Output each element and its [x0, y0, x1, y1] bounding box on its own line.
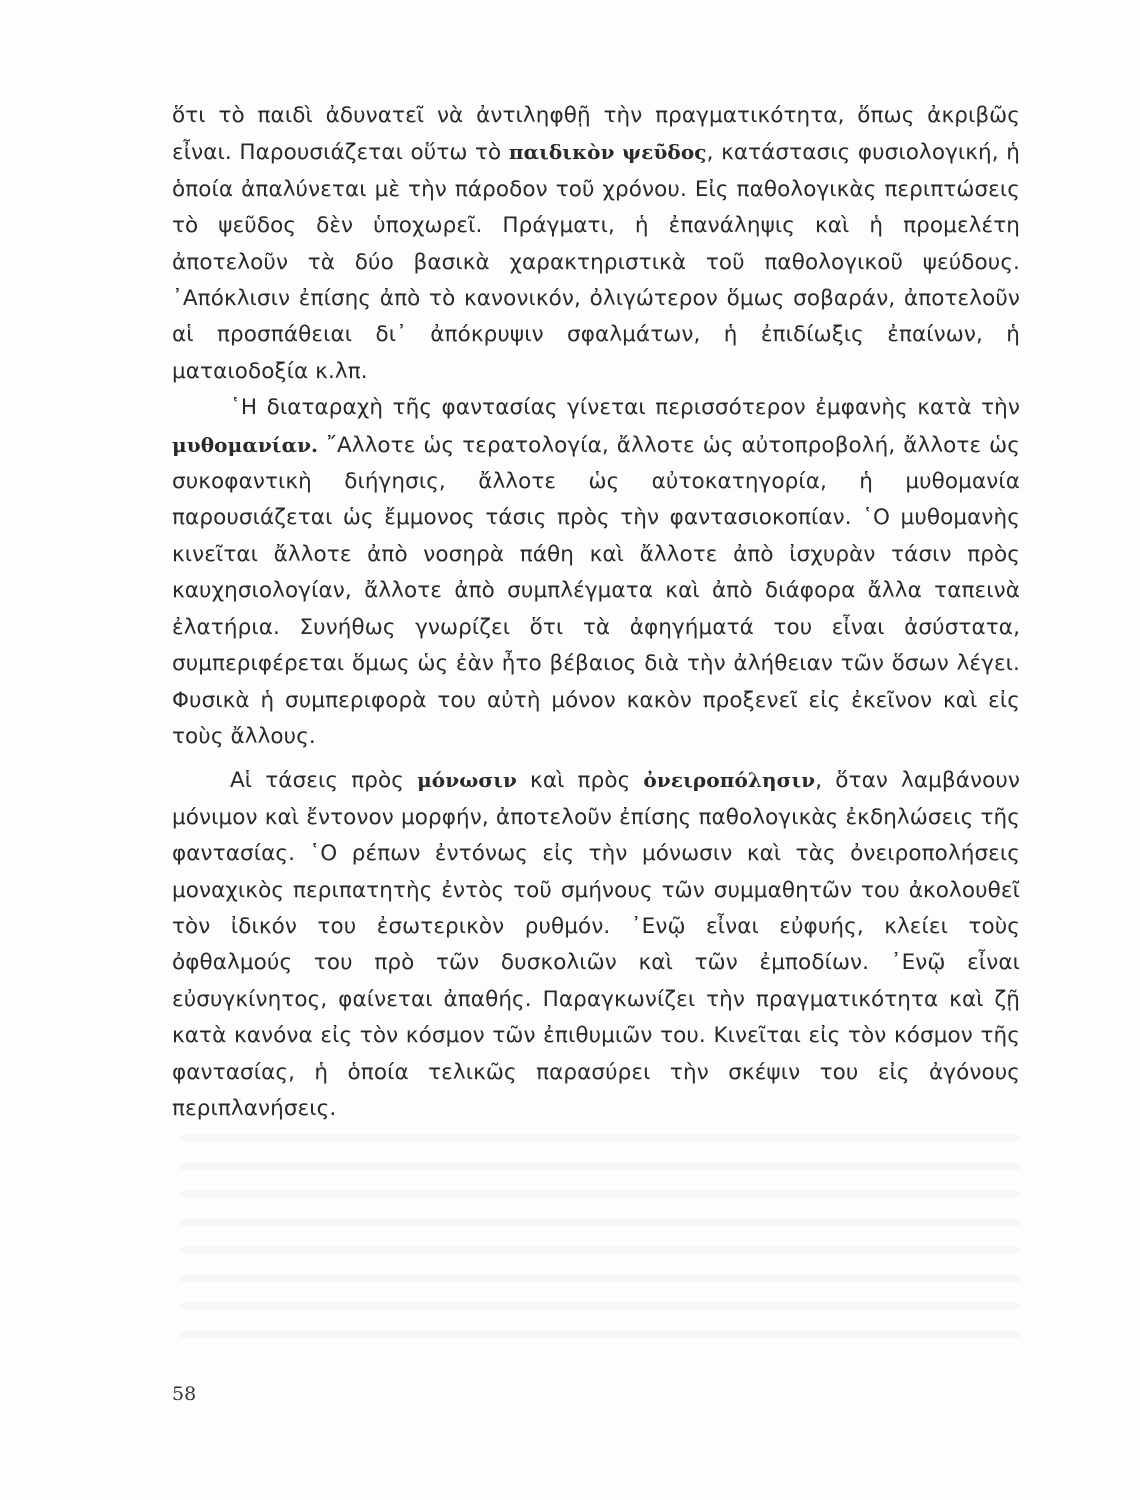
text-segment: ῎Αλλοτε ὡς τερατολογία, ἄλλοτε ὡς αὐτοπροβολή, ἄλλοτε ὡς συκοφαντικὴ διήγησις, ἄλλοτε ὡς αὐτοκατηγορία, ἡ μυθομανία παρουσιάζεται ὡς ἔμμονος τάσις πρὸς τὴν φαντασιοκοπίαν. ῾Ο μυθομανὴς κινεῖται ἄλλοτε ἀπὸ νοσηρὰ πάθη καὶ ἄλλοτε ἀπὸ ἰσχυρὰν τάσιν πρὸς καυχησιολογίαν, ἄλλοτε ἀπὸ συμπλέγματα καὶ ἀπὸ διάφορα ἄλλα ταπεινὰ ἐλατήρια. Συνήθως γνωρίζει ὅτι τὰ ἀφηγήματά του εἶναι ἀσύστατα, συμπεριφέρεται ὅμως ὡς ἐὰν ἦτο βέβαιος διὰ τὴν ἀλήθειαν τῶν ὅσων λέγει. Φυσικὰ ἡ συμπεριφορὰ του αὐτὴ μόνον κακὸν προξενεῖ εἰς ἐκεῖνον καὶ εἰς τοὺς ἄλλους. — [172, 432, 1020, 749]
paragraph-3 — [172, 762, 1020, 1127]
text-segment: ὅτι τὸ παιδὶ ἀδυνατεῖ νὰ ἀντιληφθῇ τὴν πραγματικότητα, ὅπως ἀκριβῶς εἶναι. Παρουσιάζεται οὕτω τὸ — [172, 103, 1020, 166]
page-number: 58 — [172, 1383, 197, 1405]
paragraph-2 — [172, 390, 1020, 755]
term-oneiropolisis: ὀνειροπόλησιν — [643, 768, 816, 793]
term-paidikon-psevdos: παιδικὸν ψεῦδος — [508, 140, 707, 165]
show-through-mark — [180, 1331, 1020, 1338]
show-through-mark — [180, 1247, 1020, 1254]
show-through-mark — [180, 1163, 1020, 1170]
show-through-mark — [180, 1303, 1020, 1310]
text-segment: καὶ πρὸς — [516, 768, 644, 794]
text-segment: ῾Η διαταραχὴ τῆς φαντασίας γίνεται περισσότερον ἐμφανὴς κατὰ τὴν — [230, 395, 1020, 421]
show-through-mark — [180, 1275, 1020, 1282]
text-segment: Αἱ τάσεις πρὸς — [230, 768, 418, 794]
show-through-mark — [180, 1135, 1020, 1142]
text-segment: , κατάστασις φυσιολογική, ἡ ὁποία ἀπαλύνεται μὲ τὴν πάροδον τοῦ χρόνου. Εἰς παθολογικὰς περιπτώσεις τὸ ψεῦδος δὲν ὑποχωρεῖ. Πράγματι, ἡ ἐπανάληψις καὶ ἡ προμελέτη ἀποτελοῦν τὰ δύο βασικὰ χαρακτηριστικὰ τοῦ παθολογικοῦ ψεύδους. ᾿Απόκλισιν ἐπίσης ἀπὸ τὸ κανονικόν, ὀλιγώτερον ὅμως σοβαράν, ἀποτελοῦν αἱ προσπάθειαι δι᾿ ἀπόκρυψιν σφαλμάτων, ἡ ἐπιδίωξις ἐπαίνων, ἡ ματαιοδοξία κ.λπ. — [172, 140, 1020, 384]
term-mythomania: μυθομανίαν. — [172, 432, 319, 457]
body-text — [172, 98, 1020, 1127]
show-through-mark — [180, 1191, 1020, 1198]
text-segment: , ὅταν λαμβάνουν μόνιμον καὶ ἔντονον μορφήν, ἀποτελοῦν ἐπίσης παθολογικὰς ἐκδηλώσεις τῆς φαντασίας. ῾Ο ρέπων ἐντόνως εἰς τὴν μόνωσιν καὶ τὰς ὀνειροπολήσεις μοναχικὸς περιπατητὴς ἐντὸς τοῦ σμήνους τῶν συμμαθητῶν του ἀκολουθεῖ τὸν ἰδικόν του ἐσωτερικὸν ρυθμόν. ᾿Ενῷ εἶναι εὐφυής, κλείει τοὺς ὀφθαλμούς του πρὸ τῶν δυσκολιῶν καὶ τῶν ἐμποδίων. ᾿Ενῷ εἶναι εὐσυγκίνητος, φαίνεται ἀπαθής. Παραγκωνίζει τὴν πραγματικότητα καὶ ζῇ κατὰ κανόνα εἰς τὸν κόσμον τῶν ἐπιθυμιῶν του. Κινεῖται εἰς τὸν κόσμον τῆς φαντασίας, ἡ ὁποία τελικῶς παρασύρει τὴν σκέψιν του εἰς ἀγόνους περιπλανήσεις. — [172, 768, 1021, 1121]
term-monosis: μόνωσιν — [417, 768, 517, 793]
show-through-mark — [180, 1219, 1020, 1226]
paragraph-1 — [172, 98, 1020, 390]
